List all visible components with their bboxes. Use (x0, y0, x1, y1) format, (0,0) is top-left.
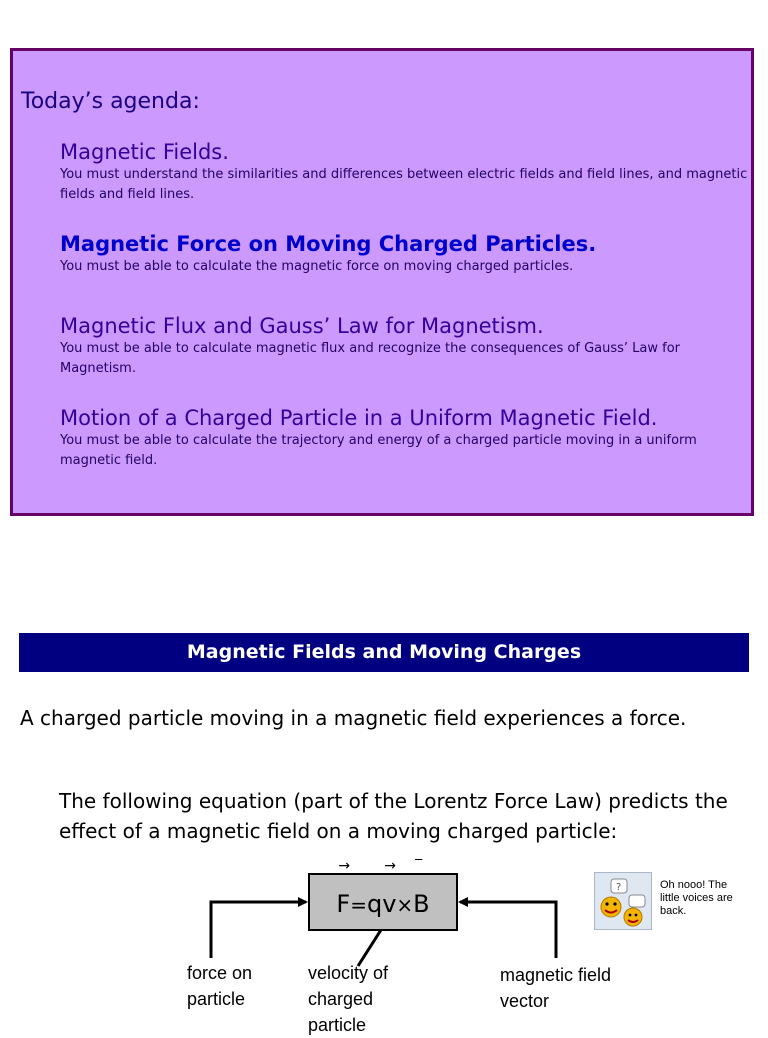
lorentz-equation: → F=q → v× ‾ B (308, 873, 458, 931)
agenda-item-desc: You must be able to calculate the magnetic force on moving charged particles. (60, 259, 574, 274)
field-label: magnetic field vector (500, 965, 612, 1011)
field-arrow (460, 902, 556, 958)
agenda-title: Today’s agenda: (21, 89, 200, 114)
force-arrow (211, 902, 306, 958)
force-label: force on particle (187, 963, 253, 1009)
agenda-item-desc: You must understand the similarities and differences between electric fields and field lines, and magnetic fields and field lines. (60, 167, 748, 202)
agenda-item-title: Magnetic Flux and Gauss’ Law for Magnetism. (60, 314, 544, 338)
svg-text:?: ? (616, 882, 622, 893)
agenda-item-title: Magnetic Fields. (60, 140, 229, 164)
agenda-item-title: Magnetic Force on Moving Charged Particles. (60, 232, 597, 256)
velocity-label: velocity of charged particle (308, 963, 389, 1035)
intro-paragraph: A charged particle moving in a magnetic field experiences a force. (20, 706, 687, 730)
agenda-item-desc: You must be able to calculate magnetic flux and recognize the consequences of Gauss’ Law for Magnetism. (60, 341, 681, 376)
agenda-item-title: Motion of a Charged Particle in a Uniform Magnetic Field. (60, 406, 658, 430)
smiley-chat-icon (594, 872, 652, 930)
slide-header: Magnetic Fields and Moving Charges (19, 633, 749, 672)
agenda-item-desc: You must be able to calculate the trajectory and energy of a charged particle moving in a uniform magnetic field. (60, 433, 697, 468)
velocity-vector: → v (382, 858, 397, 918)
field-vector: ‾ B (413, 858, 430, 918)
force-vector: → F (336, 858, 351, 918)
voices-note: Oh nooo! The little voices are back. (660, 879, 733, 917)
equation-intro-paragraph: The following equation (part of the Lorentz Force Law) predicts the effect of a magnetic field on a moving charged particle: (59, 789, 728, 843)
